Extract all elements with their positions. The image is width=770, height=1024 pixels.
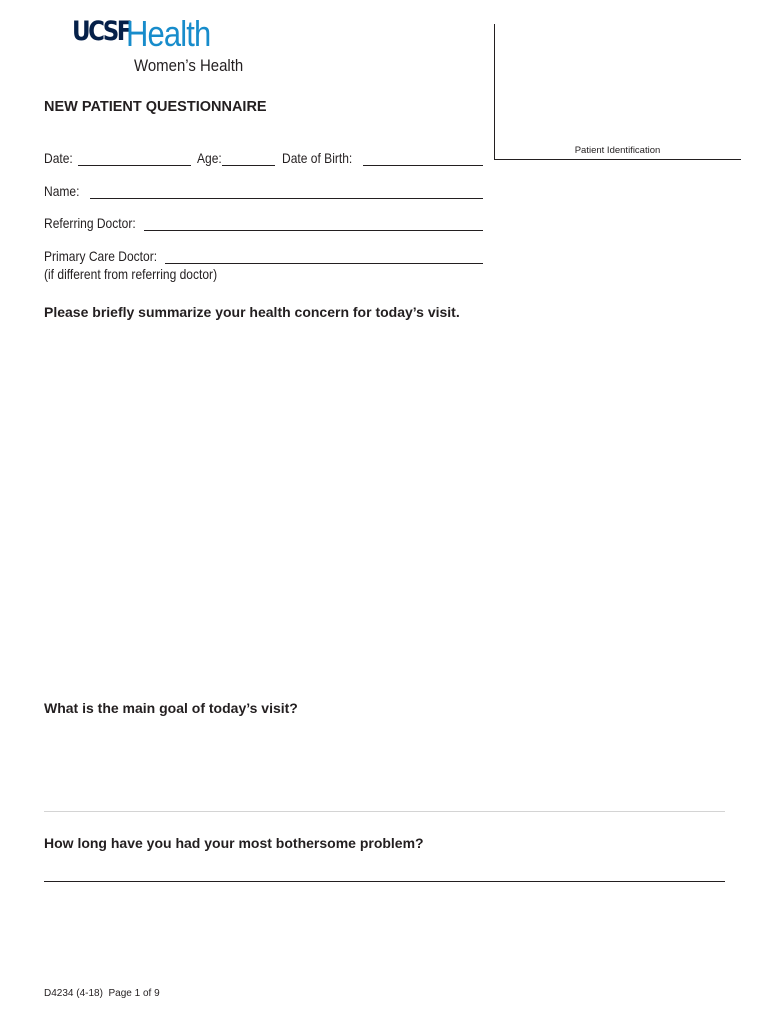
problem-duration-answer-line — [44, 881, 725, 882]
name-field[interactable] — [90, 198, 483, 199]
patient-id-box-border-bottom — [494, 159, 741, 160]
form-title: NEW PATIENT QUESTIONNAIRE — [44, 99, 267, 115]
page-number: Page 1 of 9 — [108, 988, 160, 999]
logo-health-wordmark: Health — [126, 13, 211, 54]
primary-care-doctor-field[interactable] — [165, 263, 483, 264]
age-field[interactable] — [222, 165, 275, 166]
dob-field[interactable] — [363, 165, 483, 166]
patient-id-label: Patient Identification — [574, 145, 661, 156]
referring-doctor-field[interactable] — [144, 230, 483, 231]
main-goal-answer-area[interactable] — [44, 722, 725, 808]
ucsf-logo-mark: UCSF — [72, 16, 130, 47]
logo-department: Women’s Health — [134, 56, 244, 75]
problem-duration-answer-area[interactable] — [44, 857, 725, 881]
primary-care-doctor-label: Primary Care Doctor: — [44, 248, 158, 264]
form-code: D4234 (4-18) — [44, 988, 103, 999]
primary-care-note: (if different from referring doctor) — [44, 266, 218, 282]
main-goal-answer-line — [44, 811, 725, 812]
patient-id-box-border-left — [494, 24, 495, 160]
date-field[interactable] — [78, 165, 191, 166]
age-label: Age: — [197, 150, 222, 166]
question-problem-duration: How long have you had your most bothersome problem? — [44, 835, 424, 851]
date-label: Date: — [44, 150, 73, 166]
question-health-concern: Please briefly summarize your health concern for today’s visit. — [44, 304, 460, 320]
dob-label: Date of Birth: — [282, 150, 353, 166]
referring-doctor-label: Referring Doctor: — [44, 215, 136, 231]
question-main-goal: What is the main goal of today’s visit? — [44, 700, 298, 716]
health-concern-answer-area[interactable] — [44, 326, 725, 686]
name-label: Name: — [44, 183, 80, 199]
page-footer — [44, 988, 160, 999]
